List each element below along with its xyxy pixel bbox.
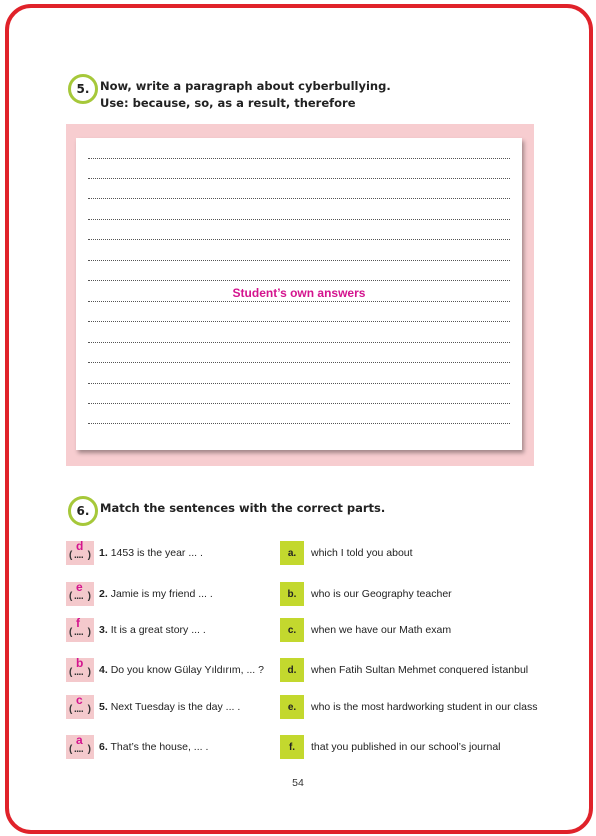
ruled-line: [88, 178, 510, 179]
sentence-text: Do you know Gülay Yıldırım, ... ?: [110, 664, 264, 676]
answer-dots: ....: [74, 627, 84, 638]
answer-blank[interactable]: [66, 582, 94, 606]
ruled-line: [88, 239, 510, 240]
ruled-line: [88, 260, 510, 261]
sentence: [99, 664, 264, 676]
answer-dots: ....: [74, 591, 84, 602]
part-text: who is our Geography teacher: [311, 588, 452, 600]
exercise-6-title: Match the sentences with the correct parts.: [100, 501, 386, 515]
close-paren: ): [87, 591, 91, 602]
answer-letter: c: [76, 693, 83, 707]
close-paren: ): [87, 550, 91, 561]
ruled-line: [88, 280, 510, 281]
exercise-6-number: 6.: [68, 496, 98, 526]
sentence-text: It is a great story ... .: [110, 624, 206, 636]
part-text: which I told you about: [311, 547, 413, 559]
ruled-line: [88, 362, 510, 363]
part-letter-box: f.: [280, 735, 304, 759]
part-text: that you published in our school’s journal: [311, 741, 501, 753]
part-letter-box: a.: [280, 541, 304, 565]
exercise-5-number: 5.: [68, 74, 98, 104]
sentence-number: 6.: [99, 741, 108, 753]
ruled-line: [88, 219, 510, 220]
exercise-5-line2: Use: because, so, as a result, therefore: [100, 96, 356, 110]
sentence-number: 1.: [99, 547, 108, 559]
ruled-line: [88, 198, 510, 199]
ruled-line: [88, 342, 510, 343]
sentence-text: Jamie is my friend ... .: [110, 588, 213, 600]
ruled-line: [88, 383, 510, 384]
writing-paper: [76, 138, 522, 450]
sentence: [99, 588, 213, 600]
answer-dots: ....: [74, 667, 84, 678]
page-number: 54: [292, 777, 304, 789]
close-paren: ): [87, 667, 91, 678]
ruled-line: [88, 423, 510, 424]
open-paren: (: [69, 744, 73, 755]
sentence-number: 5.: [99, 701, 108, 713]
sentence-number: 4.: [99, 664, 108, 676]
sentence-number: 2.: [99, 588, 108, 600]
ruled-line: [88, 158, 510, 159]
part-text: when we have our Math exam: [311, 624, 452, 636]
ruled-line: [88, 301, 510, 302]
answer-dots: ....: [74, 744, 84, 755]
open-paren: (: [69, 667, 73, 678]
answer-letter: e: [76, 580, 83, 594]
sentence: [99, 741, 208, 753]
sentence-number: 3.: [99, 624, 108, 636]
sentence: [99, 701, 240, 713]
part-letter-box: e.: [280, 695, 304, 719]
answer-dots: ....: [74, 550, 84, 561]
sentence: [99, 547, 203, 559]
ruled-line: [88, 321, 510, 322]
sentence-text: That’s the house, ... .: [110, 741, 209, 753]
close-paren: ): [87, 704, 91, 715]
answer-letter: d: [76, 539, 84, 553]
exercise-5-instruction: [100, 78, 391, 112]
answer-dots: ....: [74, 704, 84, 715]
sentence-text: Next Tuesday is the day ... .: [110, 701, 241, 713]
answer-letter: a: [76, 733, 83, 747]
sentence-text: 1453 is the year ... .: [110, 547, 203, 559]
close-paren: ): [87, 744, 91, 755]
part-letter-box: d.: [280, 658, 304, 682]
open-paren: (: [69, 591, 73, 602]
part-text: when Fatih Sultan Mehmet conquered İstanbul: [311, 664, 529, 676]
open-paren: (: [69, 704, 73, 715]
part-letter-box: c.: [280, 618, 304, 642]
answer-letter: b: [76, 656, 84, 670]
answer-blank[interactable]: [66, 618, 94, 642]
sentence: [99, 624, 206, 636]
close-paren: ): [87, 627, 91, 638]
open-paren: (: [69, 550, 73, 561]
answer-note: Student’s own answers: [232, 286, 366, 300]
exercise-5-line1: Now, write a paragraph about cyberbullying.: [100, 79, 391, 93]
answer-blank[interactable]: [66, 541, 94, 565]
answer-blank[interactable]: [66, 695, 94, 719]
answer-blank[interactable]: [66, 658, 94, 682]
open-paren: (: [69, 627, 73, 638]
ruled-line: [88, 403, 510, 404]
part-letter-box: b.: [280, 582, 304, 606]
part-text: who is the most hardworking student in our class: [311, 701, 538, 713]
answer-blank[interactable]: [66, 735, 94, 759]
answer-letter: f: [76, 616, 80, 630]
